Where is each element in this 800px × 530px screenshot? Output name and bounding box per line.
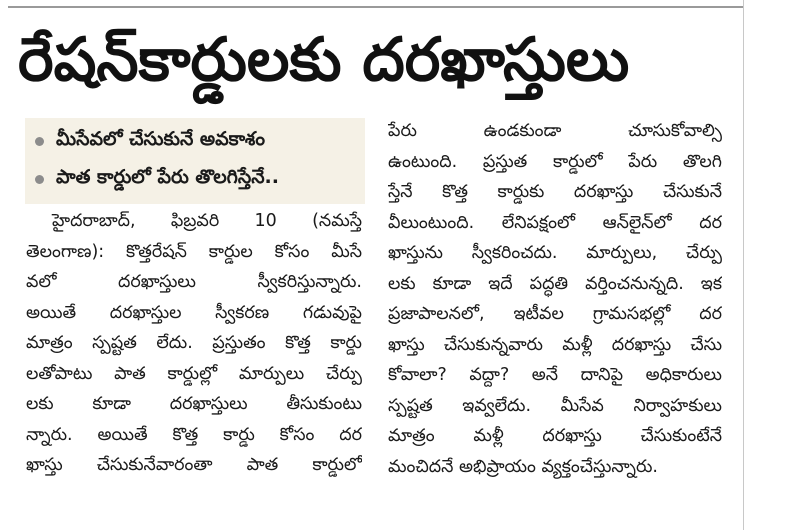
- article-line: మాత్రం మళ్లీ దరఖాస్తు చేసుకుంటేనే: [388, 426, 722, 446]
- column-divider: [743, 0, 744, 530]
- article-column-right: [388, 116, 722, 482]
- highlights-box: [25, 118, 365, 204]
- top-rule: [8, 6, 743, 8]
- article-line: ఖాస్తును స్వీకరించదు. మార్పులు, చేర్పు: [388, 243, 722, 263]
- highlight-text: పాత కార్డులో పేరు తొలగిస్తేనే..: [56, 165, 279, 188]
- article-line: అయితే దరఖాస్తుల స్వీకరణ గడువుపై: [26, 302, 362, 323]
- article-line: లతోపాటు పాత కార్డుల్లో మార్పులు చేర్పు: [26, 363, 362, 384]
- bullet-icon: [35, 137, 44, 146]
- article-line: పేరు ఉండకుండా చూసుకోవాల్సి: [388, 121, 722, 141]
- highlight-text: మీసేవలో చేసుకునే అవకాశం: [56, 127, 265, 150]
- article-line: స్పష్టత ఇవ్వలేదు. మీసేవ నిర్వాహకులు: [388, 395, 722, 416]
- article-line: మాత్రం స్పష్టత లేదు. ప్రస్తుతం కొత్త కార్డు: [26, 333, 362, 353]
- article-line: స్తేనే కొత్త కార్డుకు దరఖాస్తు చేసుకునే: [388, 182, 722, 202]
- article-line: హైదరాబాద్, ఫిబ్రవరి 10 (నమస్తే: [52, 211, 362, 231]
- article-line: ఖాస్తు చేసుకునేవారంతా పాత కార్డులో: [26, 455, 362, 475]
- article-line: వలో దరఖాస్తులు స్వీకరిస్తున్నారు.: [26, 272, 362, 292]
- article-line: న్నారు. అయితే కొత్త కార్డు కోసం దర: [26, 424, 362, 445]
- article-line: తెలంగాణ): కొత్తరేషన్ కార్డుల కోసం మీసే: [26, 241, 362, 262]
- article-line: ప్రజాపాలనలో, ఇటీవల గ్రామసభల్లో దర: [388, 304, 722, 324]
- article-line: మంచిదనే అభిప్రాయం వ్యక్తంచేస్తున్నారు.: [388, 456, 658, 477]
- article-line: వీలుంటుంది. లేనిపక్షంలో ఆన్‌లైన్‌లో దర: [388, 212, 722, 233]
- article-line: ఖాస్తు చేసుకున్నవారు మళ్లీ దరఖాస్తు చేసు: [388, 334, 722, 355]
- article-line: ఉంటుంది. ప్రస్తుత కార్డులో పేరు తొలగి: [388, 151, 722, 172]
- article-line: లకు కూడా ఇదే పద్ధతి వర్తించనున్నది. ఇక: [388, 273, 722, 294]
- bullet-icon: [35, 175, 44, 184]
- article-column-left: [26, 206, 362, 481]
- highlight-item: [35, 160, 357, 198]
- headline: రేషన్‌కార్డులకు దరఖాస్తులు: [18, 25, 630, 95]
- article-line: కోవాలా? వద్దా? అనే దానిపై అధికారులు: [388, 365, 722, 385]
- article-line: లకు కూడా దరఖాస్తులు తీసుకుంటు: [26, 394, 362, 414]
- highlight-item: [35, 122, 357, 160]
